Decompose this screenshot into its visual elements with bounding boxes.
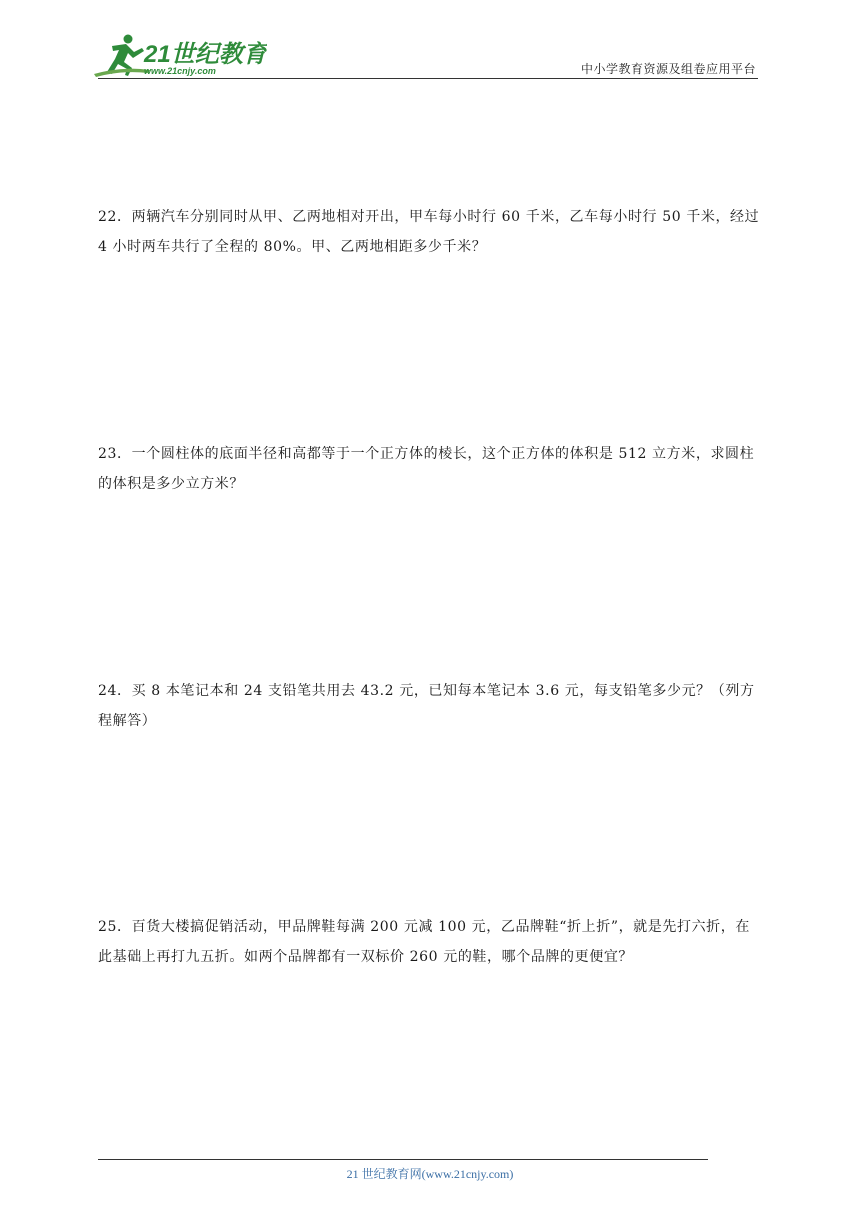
question-25	[98, 912, 764, 972]
platform-title: 中小学教育资源及组卷应用平台	[580, 62, 756, 76]
question-23	[98, 439, 764, 499]
question-text: 百货大楼搞促销活动，甲品牌鞋每满 200 元减 100 元，乙品牌鞋“折上折”，就是先打六折，在此基础上再打九五折。如两个品牌都有一双标价 260 元的鞋，哪个品牌的更便宜？	[98, 919, 750, 965]
question-number: 25．	[98, 919, 132, 935]
question-text: 两辆汽车分别同时从甲、乙两地相对开出，甲车每小时行 60 千米，乙车每小时行 50 千米，经过 4 小时两车共行了全程的 80%。甲、乙两地相距多少千米？	[98, 209, 760, 255]
runner-icon	[94, 35, 150, 78]
question-24	[98, 676, 764, 736]
question-text: 买 8 本笔记本和 24 支铅笔共用去 43.2 元，已知每本笔记本 3.6 元，每支铅笔多少元？（列方程解答）	[98, 683, 755, 729]
logo-url: www.21cnjy.com	[144, 66, 216, 76]
logo-text: 21世纪教育	[144, 41, 267, 68]
footer-link[interactable]: 21 世纪教育网(www.21cnjy.com)	[346, 1167, 514, 1181]
footer-divider	[98, 1159, 708, 1160]
question-number: 23．	[98, 446, 132, 462]
question-22	[98, 202, 764, 262]
question-number: 22．	[98, 209, 132, 225]
question-number: 24．	[98, 683, 132, 699]
header-divider	[98, 78, 758, 79]
question-text: 一个圆柱体的底面半径和高都等于一个正方体的棱长，这个正方体的体积是 512 立方米，求圆柱的体积是多少立方米？	[98, 446, 755, 492]
site-logo	[92, 30, 267, 82]
